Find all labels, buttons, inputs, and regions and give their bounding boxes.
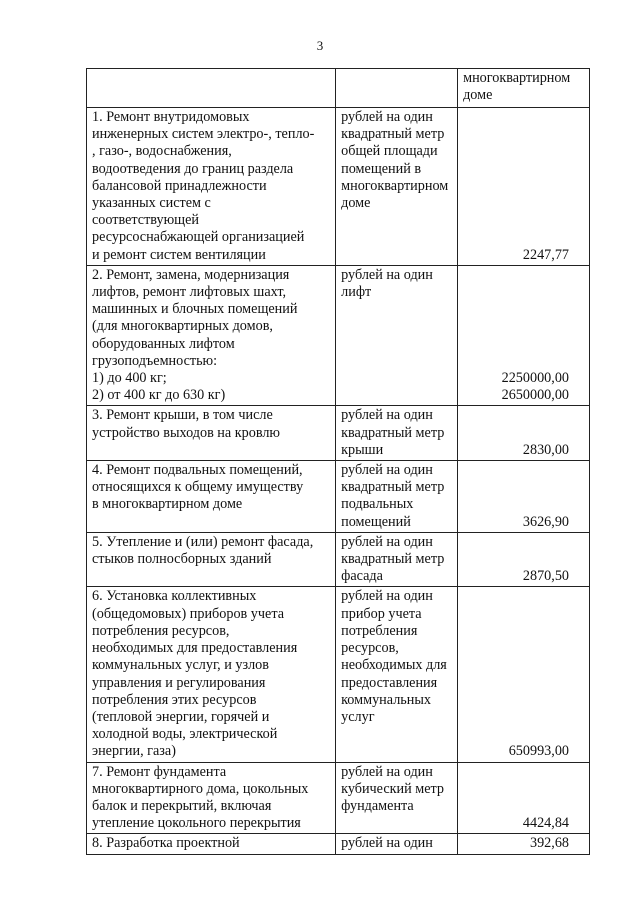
table-row bbox=[87, 762, 590, 834]
work-description: 3. Ремонт крыши, в том числе устройство выходов на кровлю bbox=[87, 406, 336, 461]
cost-value: 3626,90 bbox=[458, 461, 590, 533]
unit-of-measure: рублей на один квадратный метр общей площади помещений в многоквартирном доме bbox=[336, 108, 458, 266]
unit-of-measure: рублей на один квадратный метр фасада bbox=[336, 532, 458, 587]
cost-value: 2830,00 bbox=[458, 406, 590, 461]
table-row bbox=[87, 265, 590, 406]
work-description: 5. Утепление и (или) ремонт фасада, стыков полносборных зданий bbox=[87, 532, 336, 587]
unit-of-measure: рублей на один кубический метр фундамента bbox=[336, 762, 458, 834]
unit-of-measure: рублей на один прибор учета потребления ресурсов, необходимых для предоставления коммунальных услуг bbox=[336, 587, 458, 762]
unit-of-measure: рублей на один квадратный метр подвальных помещений bbox=[336, 461, 458, 533]
cost-value: 4424,84 bbox=[458, 762, 590, 834]
cost-value: 2870,50 bbox=[458, 532, 590, 587]
table-row bbox=[87, 461, 590, 533]
table-row bbox=[87, 406, 590, 461]
header-cell bbox=[87, 69, 336, 108]
work-description: 2. Ремонт, замена, модернизация лифтов, ремонт лифтовых шахт, машинных и блочных помещений (для многоквартирных домов, оборудованных лифтом грузоподъемностью: 1) до 400 кг; 2) от 400 кг до 630 кг) bbox=[87, 265, 336, 406]
table-header-row bbox=[87, 69, 590, 108]
unit-of-measure: рублей на один лифт bbox=[336, 265, 458, 406]
table-row bbox=[87, 587, 590, 762]
cost-table bbox=[86, 68, 590, 855]
cost-value: 2250000,00 2650000,00 bbox=[458, 265, 590, 406]
unit-of-measure: рублей на один квадратный метр крыши bbox=[336, 406, 458, 461]
work-description: 8. Разработка проектной bbox=[87, 834, 336, 854]
header-cell: многоквартирном доме bbox=[458, 69, 590, 108]
cost-value: 650993,00 bbox=[458, 587, 590, 762]
work-description: 7. Ремонт фундамента многоквартирного дома, цокольных балок и перекрытий, включая утепление цокольного перекрытия bbox=[87, 762, 336, 834]
table-row bbox=[87, 834, 590, 854]
work-description: 6. Установка коллективных (общедомовых) приборов учета потребления ресурсов, необходимых для предоставления коммунальных услуг, и узлов управления и регулирования потребления этих ресурсов (тепловой энергии, горячей и холодной воды, электрической энергии, газа) bbox=[87, 587, 336, 762]
table-row bbox=[87, 108, 590, 266]
cost-value: 2247,77 bbox=[458, 108, 590, 266]
work-description: 1. Ремонт внутридомовых инженерных систем электро-, тепло- , газо-, водоснабжения, водоотведения до границ раздела балансовой принадлежности указанных систем с соответствующей ресурсоснабжающей организацией и ремонт систем вентиляции bbox=[87, 108, 336, 266]
page-number: 3 bbox=[316, 38, 324, 53]
header-cell bbox=[336, 69, 458, 108]
table-row bbox=[87, 532, 590, 587]
work-description: 4. Ремонт подвальных помещений, относящихся к общему имуществу в многоквартирном доме bbox=[87, 461, 336, 533]
cost-value: 392,68 bbox=[458, 834, 590, 854]
unit-of-measure: рублей на один bbox=[336, 834, 458, 854]
